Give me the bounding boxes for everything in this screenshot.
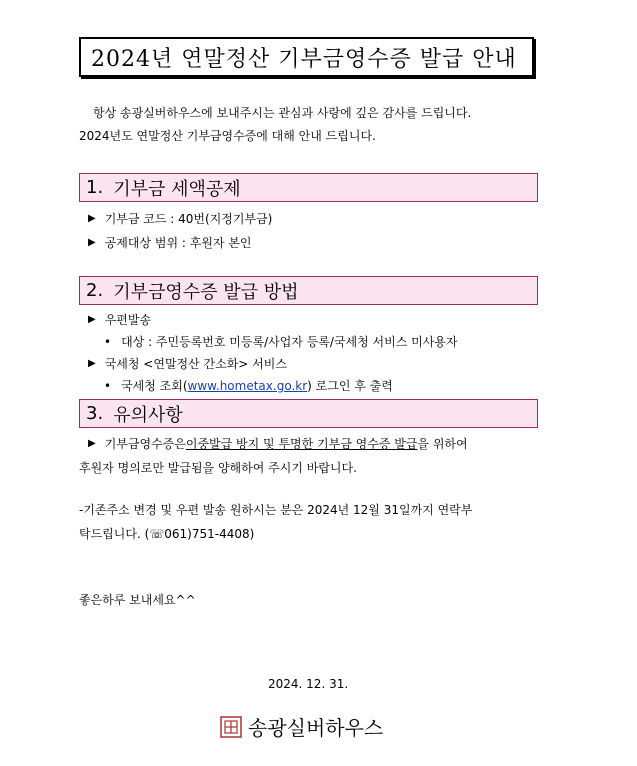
notice-emphasis: 이중발급 방지 및 투명한 기부금 영수증 발급 (185, 437, 418, 451)
triangle-right-icon: ▶ (88, 438, 96, 449)
sub-list-item: • 국세청 조회( www.hometax.go.kr ) 로그인 후 출력 (104, 378, 393, 393)
list-item: ▶ 기부금 코드 : 40번(지정기부금) (88, 212, 273, 226)
closing-text: 좋은하루 보내세요^^ (79, 593, 196, 607)
section-1-heading (79, 173, 538, 202)
section-number: 1. (86, 177, 104, 198)
hometax-link[interactable]: www.hometax.go.kr (187, 378, 308, 393)
bullet-dot-icon: • (104, 334, 112, 349)
triangle-right-icon: ▶ (88, 213, 96, 224)
section-2-heading (79, 276, 538, 305)
triangle-right-icon: ▶ (88, 358, 96, 369)
triangle-right-icon: ▶ (88, 314, 96, 325)
section-title: 유의사항 (113, 404, 183, 426)
bullet-dot-icon: • (104, 378, 112, 393)
document-title (79, 37, 534, 77)
list-item: ▶ 국세청 <연말정산 간소화> 서비스 (88, 357, 287, 371)
document-date: 2024. 12. 31. (268, 677, 349, 691)
list-item: ▶ 공제대상 범위 : 후원자 본인 (88, 236, 252, 250)
org-logo (220, 712, 383, 741)
intro-line-1: 항상 송광실버하우스에 보내주시는 관심과 사랑에 깊은 감사를 드립니다. (93, 106, 472, 120)
notice-item: ▶ 기부금영수증은 이중발급 방지 및 투명한 기부금 영수증 발급 을 위하여 (88, 437, 468, 451)
document-title-text: 2024년 연말정산 기부금영수증 발급 안내 (91, 46, 517, 72)
sub-list-item: • 대상 : 주민등록번호 미등록/사업자 등록/국세청 서비스 미사용자 (104, 334, 458, 349)
notice-line-2: 후원자 명의로만 발급됨을 양해하여 주시기 바랍니다. (79, 461, 357, 475)
org-name: 송광실버하우스 (248, 716, 384, 740)
triangle-right-icon: ▶ (88, 237, 96, 248)
section-number: 2. (86, 280, 104, 301)
section-number: 3. (86, 403, 104, 424)
address-note-line-1: -기존주소 변경 및 우편 발송 원하시는 분은 2024년 12월 31일까지 연락부 (79, 503, 473, 517)
section-title: 기부금영수증 발급 방법 (113, 281, 299, 303)
section-3-heading (79, 399, 538, 428)
intro-line-2: 2024년도 연말정산 기부금영수증에 대해 안내 드립니다. (79, 129, 376, 143)
org-logo-icon (220, 716, 242, 738)
section-title: 기부금 세액공제 (113, 178, 241, 200)
list-item: ▶ 우편발송 (88, 313, 152, 327)
address-note-line-2: 탁드립니다. (☏061)751-4408) (79, 527, 255, 541)
